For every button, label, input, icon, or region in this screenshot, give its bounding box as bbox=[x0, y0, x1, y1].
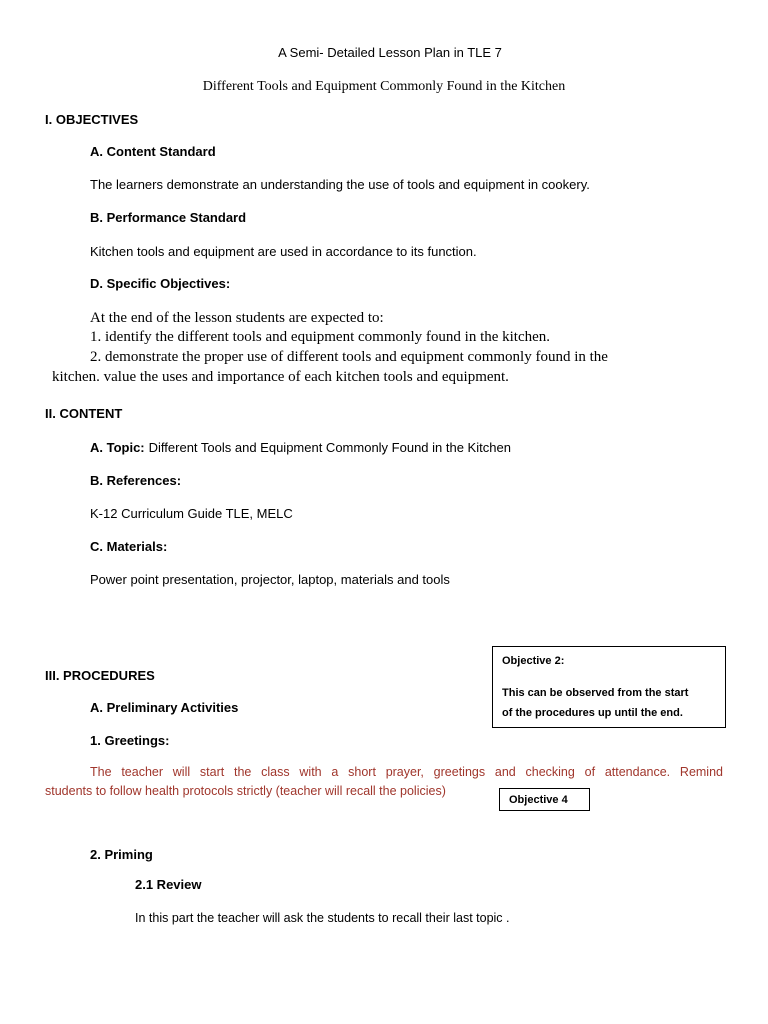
specific-objective-2-continued: kitchen. value the uses and importance of each kitchen tools and equipment. bbox=[52, 369, 509, 385]
objective-2-note-box bbox=[492, 646, 726, 728]
performance-standard-text: Kitchen tools and equipment are used in accordance to its function. bbox=[90, 244, 477, 259]
review-text: In this part the teacher will ask the students to recall their last topic . bbox=[135, 911, 510, 925]
procedures-heading: III. PROCEDURES bbox=[45, 668, 155, 683]
topic-line bbox=[90, 440, 511, 456]
specific-objective-1: 1. identify the different tools and equipment commonly found in the kitchen. bbox=[90, 329, 551, 345]
objective-4-note-box bbox=[499, 788, 590, 811]
greetings-text-line-1: The teacher will start the class with a short prayer, greetings and checking of attendance. Remind bbox=[90, 765, 723, 779]
objective-4-title: Objective 4 bbox=[509, 794, 568, 806]
priming-label: 2. Priming bbox=[90, 847, 153, 862]
topic-label: A. Topic: bbox=[90, 440, 145, 455]
content-heading: II. CONTENT bbox=[45, 406, 123, 421]
topic-text: Different Tools and Equipment Commonly Found in the Kitchen bbox=[148, 440, 511, 455]
objectives-heading: I. OBJECTIVES bbox=[45, 112, 139, 127]
specific-objectives-intro: At the end of the lesson students are expected to: bbox=[90, 310, 384, 326]
references-label: B. References: bbox=[90, 473, 182, 488]
specific-objective-2: 2. demonstrate the proper use of different tools and equipment commonly found in the bbox=[90, 349, 608, 365]
materials-text: Power point presentation, projector, laptop, materials and tools bbox=[90, 572, 450, 587]
review-label: 2.1 Review bbox=[135, 877, 202, 892]
content-standard-label: A. Content Standard bbox=[90, 144, 216, 159]
materials-label: C. Materials: bbox=[90, 539, 168, 554]
references-text: K-12 Curriculum Guide TLE, MELC bbox=[90, 506, 293, 521]
document-title: A Semi- Detailed Lesson Plan in TLE 7 bbox=[278, 45, 502, 60]
document-subtitle: Different Tools and Equipment Commonly Found in the Kitchen bbox=[202, 79, 566, 94]
greetings-label: 1. Greetings: bbox=[90, 733, 170, 748]
objective-2-title: Objective 2: bbox=[502, 655, 565, 667]
performance-standard-label: B. Performance Standard bbox=[90, 210, 247, 225]
greetings-text-line-2: students to follow health protocols strictly (teacher will recall the policies) bbox=[45, 784, 446, 798]
content-standard-text: The learners demonstrate an understanding the use of tools and equipment in cookery. bbox=[90, 177, 590, 192]
objective-2-line-1: This can be observed from the start bbox=[502, 687, 689, 699]
preliminary-activities-label: A. Preliminary Activities bbox=[90, 700, 239, 715]
objective-2-line-2: of the procedures up until the end. bbox=[502, 707, 683, 719]
specific-objectives-label: D. Specific Objectives: bbox=[90, 276, 231, 291]
